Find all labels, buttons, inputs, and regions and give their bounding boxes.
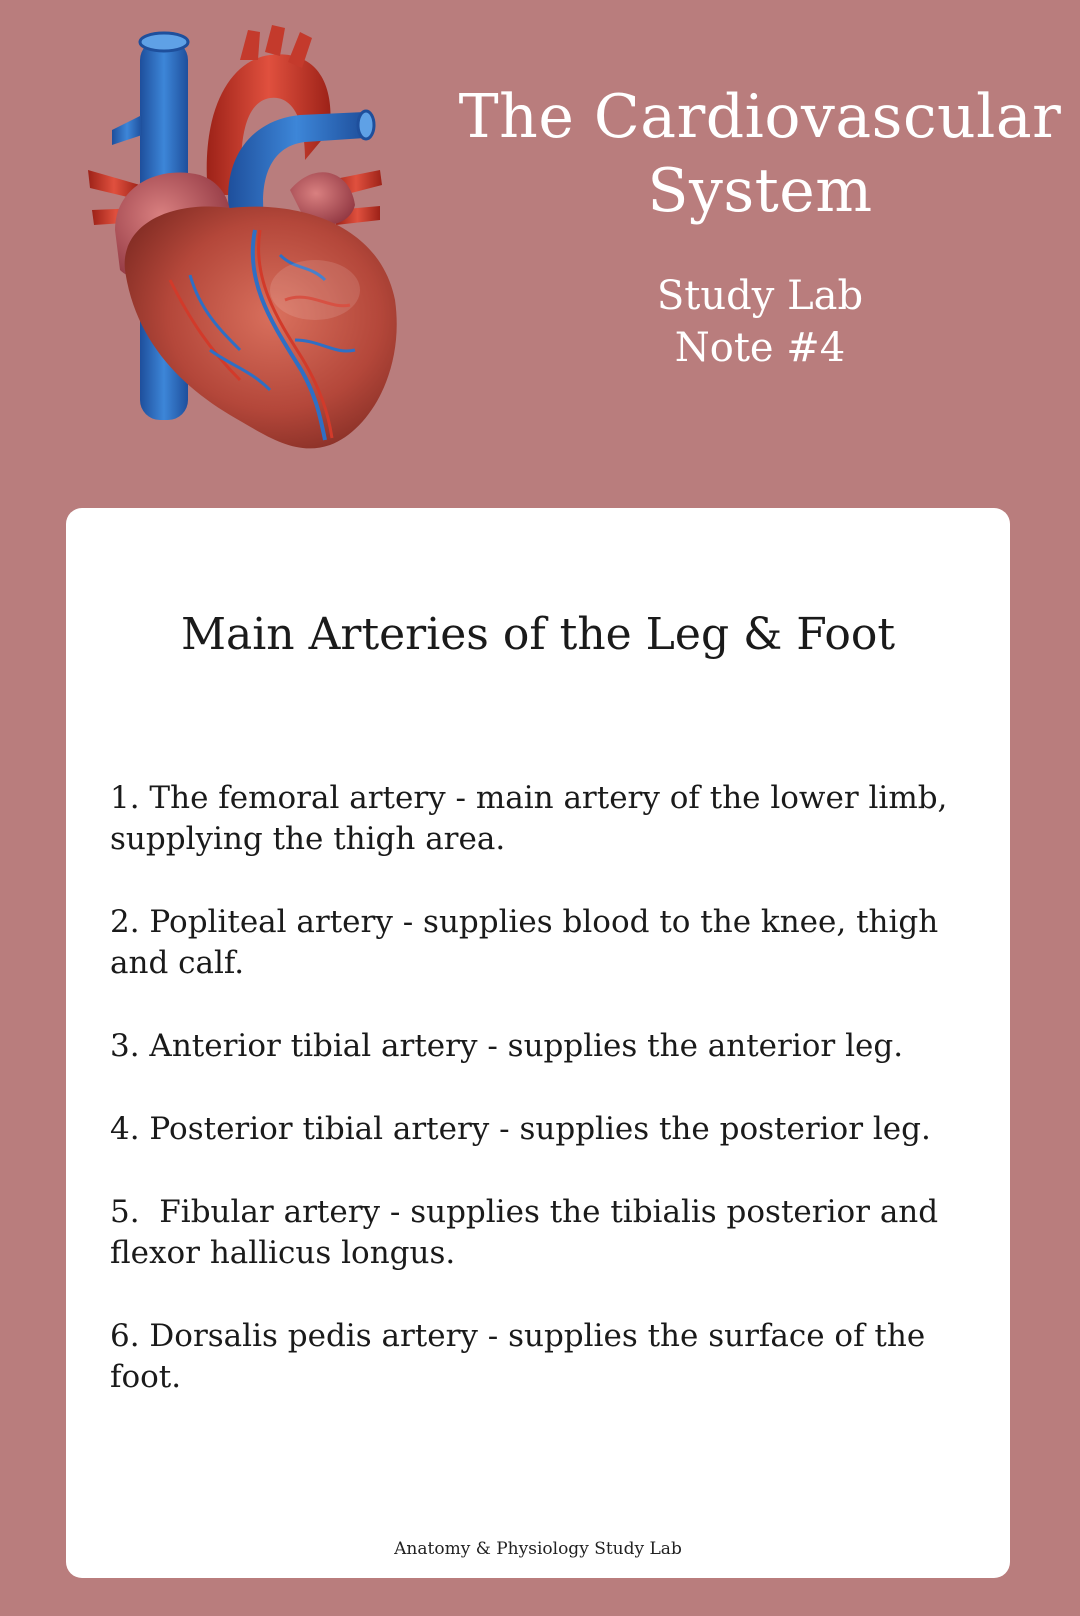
title-line-2: System [647,156,873,226]
footer-credit: Anatomy & Physiology Study Lab [394,1539,682,1559]
list-item: 5. Fibular artery - supplies the tibialis posterior and flexor hallicus longus. [110,1194,948,1271]
subtitle-line-2: Note #4 [674,325,846,371]
list-item: 3. Anterior tibial artery - supplies the anterior leg. [110,1028,904,1064]
page-subtitle [445,270,1075,374]
page-title [445,80,1075,228]
list-item: 2. Popliteal artery - supplies blood to the knee, thigh and calf. [110,904,949,981]
subtitle-line-1: Study Lab [656,273,864,319]
title-line-1: The Cardiovascular [458,82,1062,152]
list-item: 1. The femoral artery - main artery of the lower limb, supplying the thigh area. [110,780,958,857]
card-heading: Main Arteries of the Leg & Foot [180,609,896,660]
artery-list [110,778,980,1440]
heart-illustration-icon [80,20,420,465]
content-card [66,508,1010,1578]
list-item: 6. Dorsalis pedis artery - supplies the surface of the foot. [110,1318,936,1395]
list-item: 4. Posterior tibial artery - supplies the posterior leg. [110,1111,931,1147]
